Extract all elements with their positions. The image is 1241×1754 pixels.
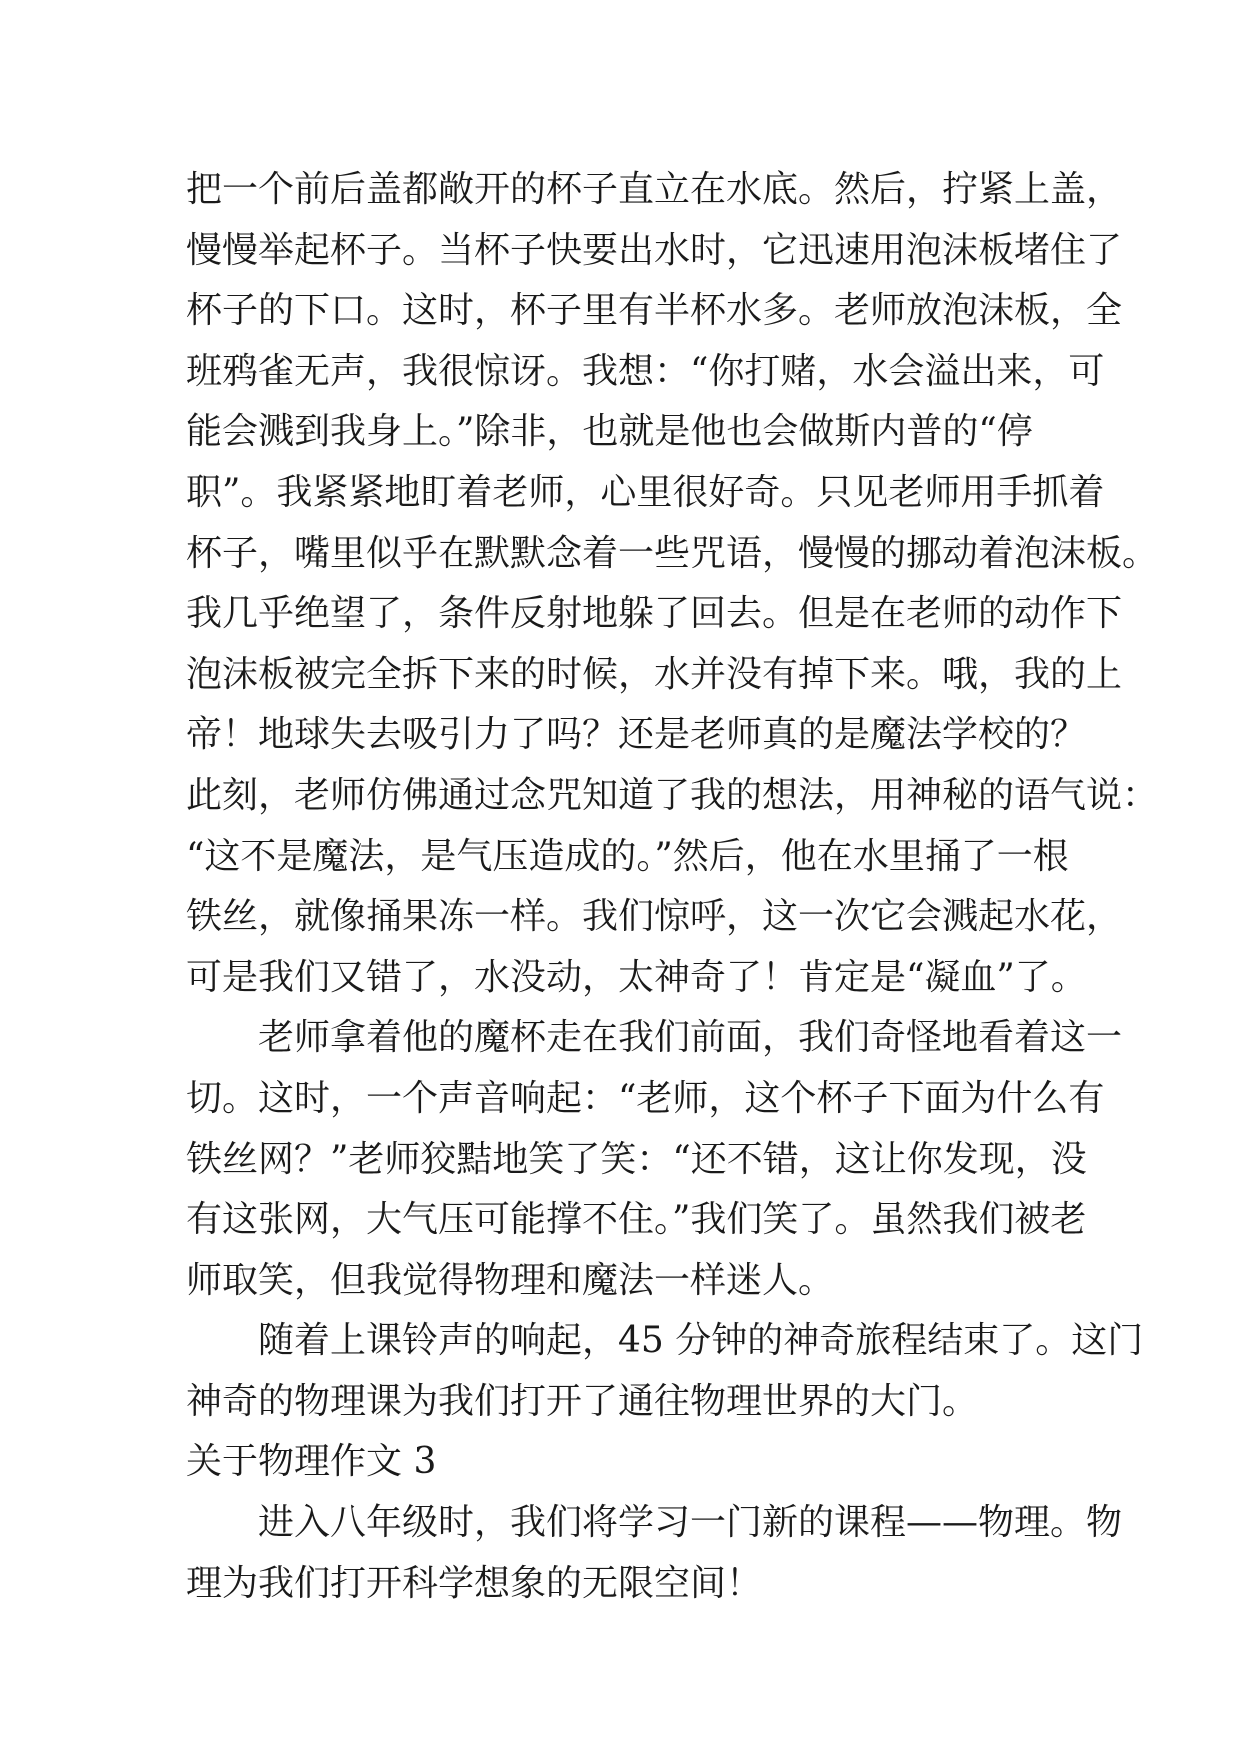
article-body (186, 160, 1159, 1614)
text-line: 师取笑，但我觉得物理和魔法一样迷人。 (186, 1259, 835, 1301)
paragraph-first-line: 随着上课铃声的响起，45 分钟的神奇旅程结束了。这门 (258, 1320, 1144, 1362)
text-line: 铁丝网？”老师狡黠地笑了笑：“还不错，这让你发现，没 (186, 1138, 1087, 1180)
text-line: 有这张网，大气压可能撑不住。”我们笑了。虽然我们被老 (186, 1199, 1087, 1241)
section-heading: 关于物理作文 3 (186, 1441, 437, 1483)
text-line: 可是我们又错了，水没动，太神奇了！肯定是“凝血”了。 (186, 956, 1087, 998)
text-line: 我几乎绝望了，条件反射地躲了回去。但是在老师的动作下 (186, 593, 1123, 635)
text-line: 能会溅到我身上。”除非，也就是他也会做斯内普的“停 (186, 411, 1033, 453)
text-line: 神奇的物理课为我们打开了通往物理世界的大门。 (186, 1380, 979, 1422)
paragraph-first-line: 老师拿着他的魔杯走在我们前面，我们奇怪地看着这一 (258, 1017, 1123, 1059)
text-line: 把一个前后盖都敞开的杯子直立在水底。然后，拧紧上盖， (186, 169, 1123, 210)
text-line: 铁丝，就像捅果冻一样。我们惊呼，这一次它会溅起水花， (186, 896, 1123, 938)
text-line: 慢慢举起杯子。当杯子快要出水时，它迅速用泡沫板堵住了 (186, 229, 1123, 271)
text-line: 杯子的下口。这时，杯子里有半杯水多。老师放泡沫板，全 (186, 290, 1123, 332)
text-line: 切。这时，一个声音响起：“老师，这个杯子下面为什么有 (186, 1077, 1105, 1119)
text-line: 班鸦雀无声，我很惊讶。我想：“你打赌，水会溢出来，可 (186, 350, 1105, 392)
text-line: 泡沫板被完全拆下来的时候，水并没有掉下来。哦，我的上 (186, 653, 1123, 695)
text-line: “这不是魔法，是气压造成的。”然后，他在水里捅了一根 (186, 835, 1069, 877)
text-line: 杯子，嘴里似乎在默默念着一些咒语，慢慢的挪动着泡沫板。 (186, 532, 1159, 574)
text-line: 职”。我紧紧地盯着老师，心里很好奇。只见老师用手抓着 (186, 471, 1105, 513)
text-line: 此刻，老师仿佛通过念咒知道了我的想法，用神秘的语气说： (186, 774, 1159, 816)
text-line: 理为我们打开科学想象的无限空间！ (186, 1562, 763, 1604)
text-line: 帝！地球失去吸引力了吗？还是老师真的是魔法学校的？ (186, 714, 1087, 756)
paragraph-first-line: 进入八年级时，我们将学习一门新的课程——物理。物 (258, 1502, 1123, 1544)
